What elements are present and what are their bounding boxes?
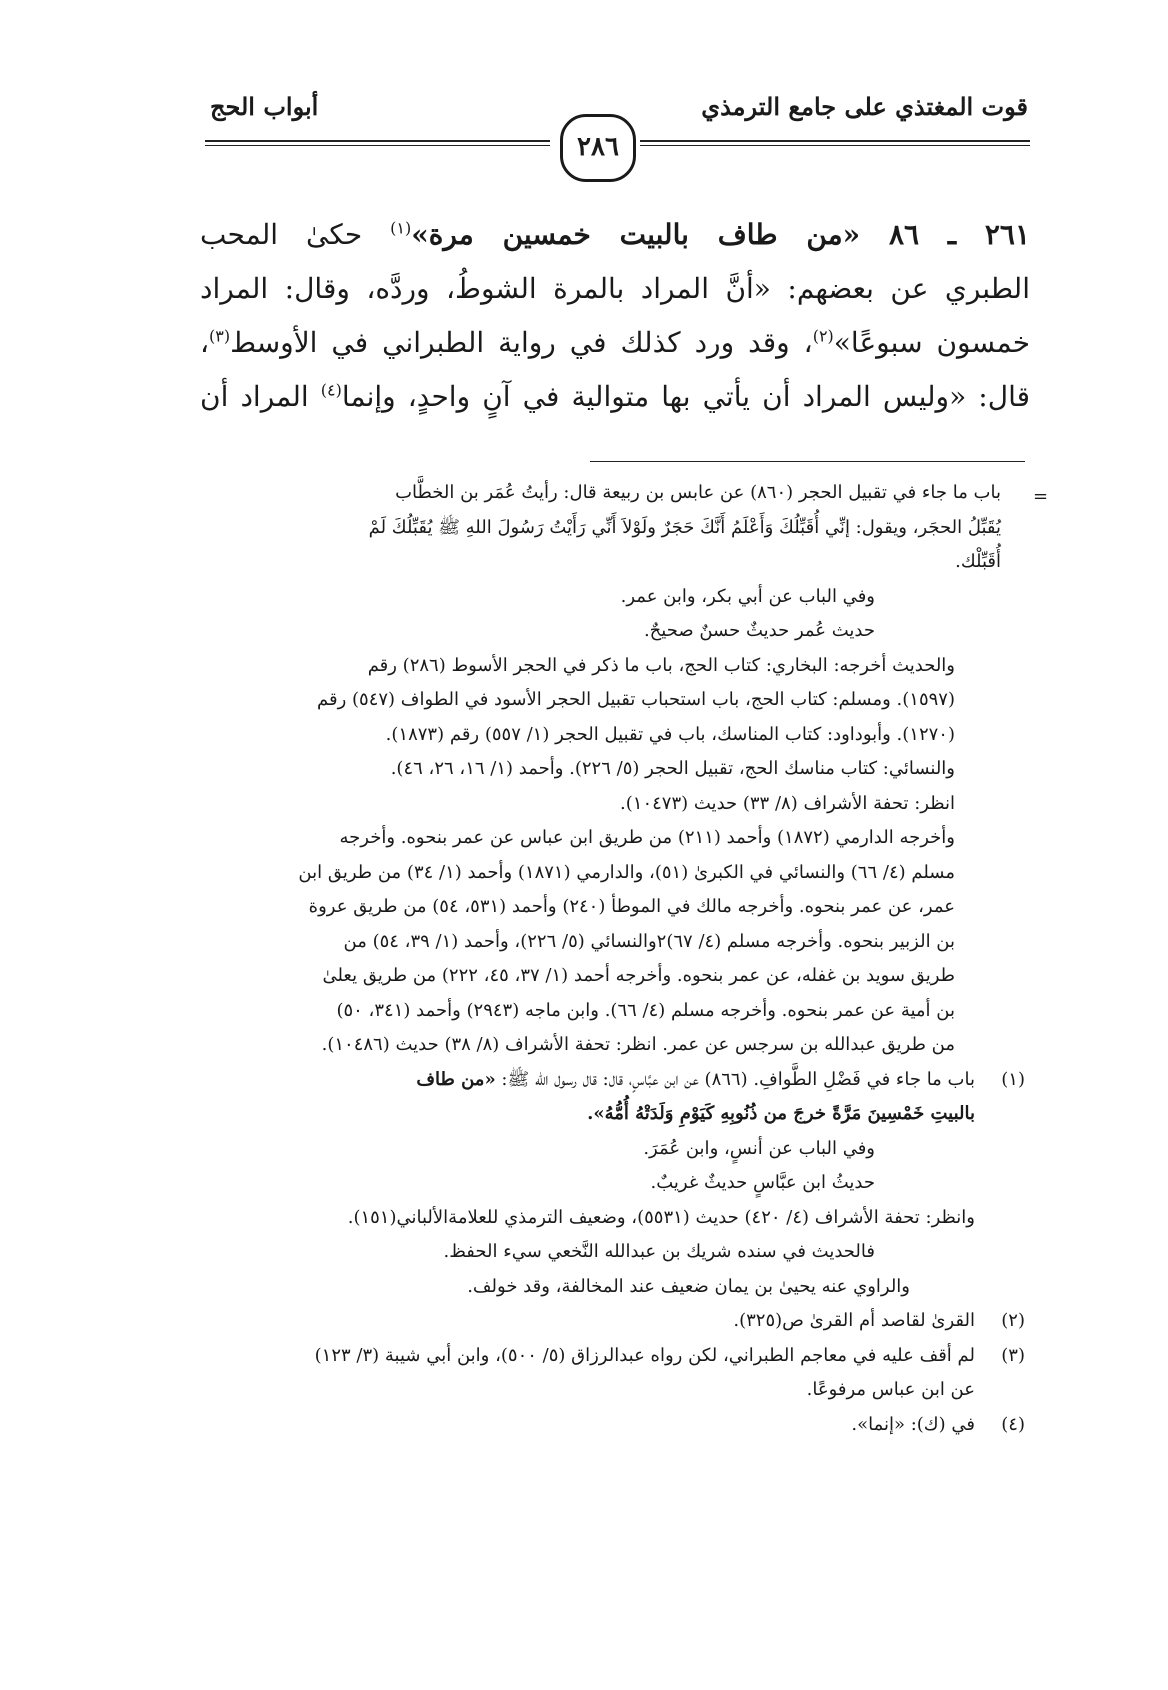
footnote-cont-line: طريق سويد بن غفله، عن عمر بنحوه. وأخرجه أحمد (١/ ٣٧، ٤٥، ٢٢٢) من طريق يعلىٰ: [322, 965, 955, 986]
footnote-3-text: لم أقف عليه في معاجم الطبراني، لكن رواه عبدالرزاق (٥/ ٥٠٠)، وابن أبي شيبة (٣/ ١٢٣): [314, 1344, 975, 1366]
footnote-cont-line: عمر، عن عمر بنحوه. وأخرجه مالك في الموطأ (٢٤٠) وأحمد (٥٣١، ٥٤) من طريق عروة: [308, 896, 955, 917]
footnote-4-text: في (ك): «إنما».: [851, 1413, 975, 1435]
footnote-cont-line: والنسائي: كتاب مناسك الحج، تقبيل الحجر (٥/ ٢٢٦). وأحمد (١/ ١٦، ٢٦، ٤٦).: [390, 758, 955, 779]
footnote-1-quote: «من طاف: [416, 1068, 496, 1090]
footnote-1-label: (١): [1001, 1068, 1025, 1090]
footnote-cont-line: حديث عُمر حديثٌ حسنٌ صحيحٌ.: [643, 620, 875, 641]
main-line-4: [200, 370, 1030, 424]
footnote-2-label: (٢): [1001, 1310, 1025, 1331]
footnote-cont-line: بن الزبير بنحوه. وأخرجه مسلم (٤/ ٦٧)٢والنسائي (٥/ ٢٢٦)، وأحمد (١/ ٣٩، ٥٤) من: [343, 930, 955, 952]
footnote-1-line: فالحديث في سنده شريك بن عبدالله النَّخعي سيء الحفظ.: [443, 1241, 875, 1262]
footnote-1-line: وانظر: تحفة الأشراف (٤/ ٤٢٠) حديث (٥٥٣١)، وضعيف الترمذي للعلامةالألباني(١٥١).: [347, 1206, 975, 1228]
footnote-cont-line: والحديث أخرجه: البخاري: كتاب الحج، باب ما ذكر في الحجر الأسوط (٢٨٦) رقم: [367, 654, 955, 676]
footnote-3: [195, 1339, 1025, 1374]
footnote-4-label: (٤): [1001, 1413, 1025, 1435]
header-rule-right-thin: [640, 145, 1030, 146]
main-line-4-a: قال: «وليس المراد أن يأتي بها متوالية في آنٍ واحدٍ، وإنما: [341, 380, 1031, 413]
header-rule-right: [640, 140, 1030, 142]
footnote-cont-line: وأخرجه الدارمي (١٨٧٢) وأحمد (٢١١) من طريق ابن عباس عن عمر بنحوه. وأخرجه: [339, 827, 955, 848]
main-line-3-b: ، وقد ورد كذلك في رواية الطبراني في الأوسط: [230, 326, 813, 359]
footnote-1-line: حديثُ ابن عبَّاسٍ حديثٌ غريبٌ.: [650, 1172, 875, 1193]
header-rule-left-thin: [205, 145, 550, 146]
footnote-ref-2: (٢): [812, 326, 834, 346]
main-line-4-b: المراد أن: [200, 380, 321, 413]
footnote-2: [195, 1304, 1025, 1339]
main-line-3: [200, 316, 1030, 370]
footnote-2-text: القرىٰ لقاصد أم القرىٰ ص(٣٢٥).: [733, 1310, 975, 1331]
footnote-cont-line: من طريق عبدالله بن سرجس عن عمر. انظر: تحفة الأشراف (٨/ ٣٨) حديث (١٠٤٨٦).: [321, 1034, 955, 1055]
footnote-cont-line: أُقَبِّلْك.: [955, 551, 1001, 572]
footnote-cont-line: انظر: تحفة الأشراف (٨/ ٣٣) حديث (١٠٤٧٣).: [620, 792, 955, 814]
main-line-1-rest: حكىٰ المحب: [200, 218, 391, 251]
main-line-3-a: خمسون سبوعًا»: [833, 326, 1030, 359]
main-text: [200, 208, 1030, 424]
footnote-cont-line: وفي الباب عن أبي بكر، وابن عمر.: [620, 585, 875, 607]
footnote-cont-line: مسلم (٤/ ٦٦) والنسائي في الكبرىٰ (٥١)، والدارمي (١٨٧١) وأحمد (١/ ٣٤) من طريق ابن: [298, 861, 955, 883]
hadith-heading: ٢٦١ ـ ٨٦ «من طاف بالبيت خمسين مرة»: [411, 218, 1031, 251]
footnote-1: [195, 1063, 1025, 1098]
running-head-book-title: قوت المغتذي على جامع الترمذي: [701, 92, 1028, 121]
running-head-section-title: أبواب الحج: [210, 92, 319, 121]
footnote-cont-line: (١٢٧٠). وأبوداود: كتاب المناسك، باب في تقبيل الحجر (١/ ٥٥٧) رقم (١٨٧٣).: [385, 723, 955, 745]
main-line-1: [200, 208, 1030, 262]
footnotes: [195, 476, 1025, 1442]
footnote-ref-4: (٤): [320, 380, 342, 400]
footnote-3-cont: عن ابن عباس مرفوعًا.: [806, 1379, 975, 1400]
footnote-4: [195, 1408, 1025, 1443]
footnote-ref-1: (١): [390, 218, 412, 238]
footnote-3-label: (٣): [1001, 1344, 1025, 1366]
footnote-cont-line: باب ما جاء في تقبيل الحجر (٨٦٠) عن عابس بن ربيعة قال: رأيتُ عُمَر بن الخطَّاب: [395, 482, 1001, 503]
footnote-1-line: وفي الباب عن أنسٍ، وابن عُمَرَ.: [643, 1137, 875, 1159]
footnote-1-text: باب ما جاء في فَضْلِ الطَّوافِ. (٨٦٦) عن ابن عبَّاسٍ، قال: قال رسول الله ﷺ:: [495, 1068, 975, 1090]
page-number: ٢٨٦: [560, 114, 636, 182]
main-line-2: الطبري عن بعضهم: «أنَّ المراد بالمرة الشوطُ، وردَّه، وقال: المراد: [200, 272, 1030, 305]
footnote-ref-3: (٣): [209, 326, 231, 346]
continuation-mark: =: [1033, 486, 1049, 507]
footnote-cont-line: بن أمية عن عمر بنحوه. وأخرجه مسلم (٤/ ٦٦). وابن ماجه (٢٩٤٣) وأحمد (٣٤١، ٥٠): [336, 999, 955, 1021]
header-rule-left: [205, 140, 550, 142]
main-line-3-c: ،: [200, 326, 210, 359]
footnote-cont-line: يُقَبِّلُ الحجَر، ويقول: إنِّي أُقَبِّلُكَ وَأَعْلَمُ أَنَّكَ حَجَرٌ ولَوْلاَ أَنِّي رَأَيْتُ رَسُولَ اللهِ ﷺ يُقَبِّلُكَ لَمْ: [368, 516, 1001, 538]
footnote-1-line: والراوي عنه يحيىٰ بن يمان ضعيف عند المخالفة، وقد خولف.: [467, 1275, 910, 1297]
footnote-1-quote-cont: بالبيتِ خَمْسِينَ مَرَّةً خرجَ من ذُنُوبِهِ كَيَوْمِ وَلَدَتْهُ أُمُّهُ».: [587, 1103, 975, 1124]
footnote-separator: [590, 461, 1025, 462]
footnote-cont-line: (١٥٩٧). ومسلم: كتاب الحج، باب استحباب تقبيل الحجر الأسود في الطواف (٥٤٧) رقم: [317, 689, 955, 710]
